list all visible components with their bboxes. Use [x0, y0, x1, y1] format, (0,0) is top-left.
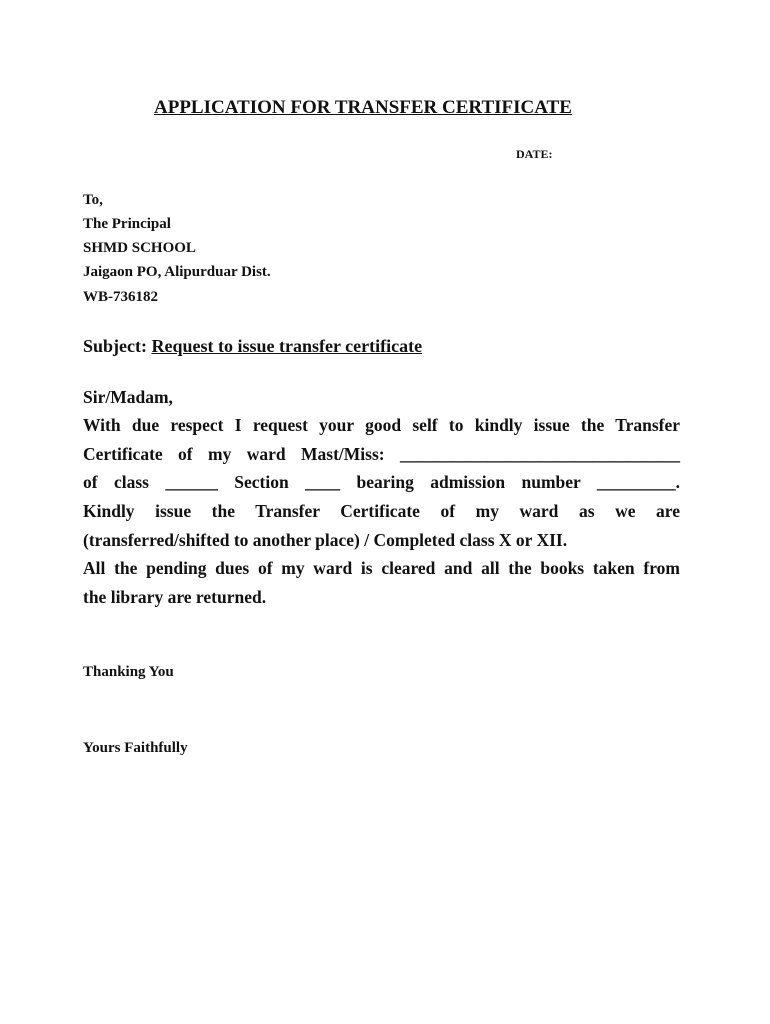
subject-text: Request to issue transfer certificate: [151, 336, 423, 356]
body-line: Certificate of my ward Mast/Miss: ________________________________: [83, 444, 680, 464]
closing-line: Yours Faithfully: [83, 740, 188, 756]
address-line: The Principal: [83, 216, 171, 232]
body-line: of class ______ Section ____ bearing admission number _________.: [83, 472, 680, 492]
address-line: To,: [83, 192, 103, 208]
thanks-line: Thanking You: [83, 664, 174, 680]
address-line: Jaigaon PO, Alipurduar Dist.: [83, 264, 271, 280]
salutation: Sir/Madam,: [83, 387, 173, 407]
document-title: APPLICATION FOR TRANSFER CERTIFICATE: [154, 97, 572, 118]
address-line: WB-736182: [83, 289, 158, 305]
body-line: the library are returned.: [83, 587, 267, 607]
body-line: Kindly issue the Transfer Certificate of my ward as we are: [83, 501, 680, 521]
body-line: With due respect I request your good self to kindly issue the Transfer: [83, 415, 680, 435]
body-line: (transferred/shifted to another place) / Completed class X or XII.: [83, 530, 568, 550]
body-line: All the pending dues of my ward is cleared and all the books taken from: [83, 558, 680, 578]
subject-line: [83, 336, 422, 357]
date-label: DATE:: [516, 147, 553, 161]
address-line: SHMD SCHOOL: [83, 240, 196, 256]
subject-label: Subject:: [83, 336, 147, 356]
